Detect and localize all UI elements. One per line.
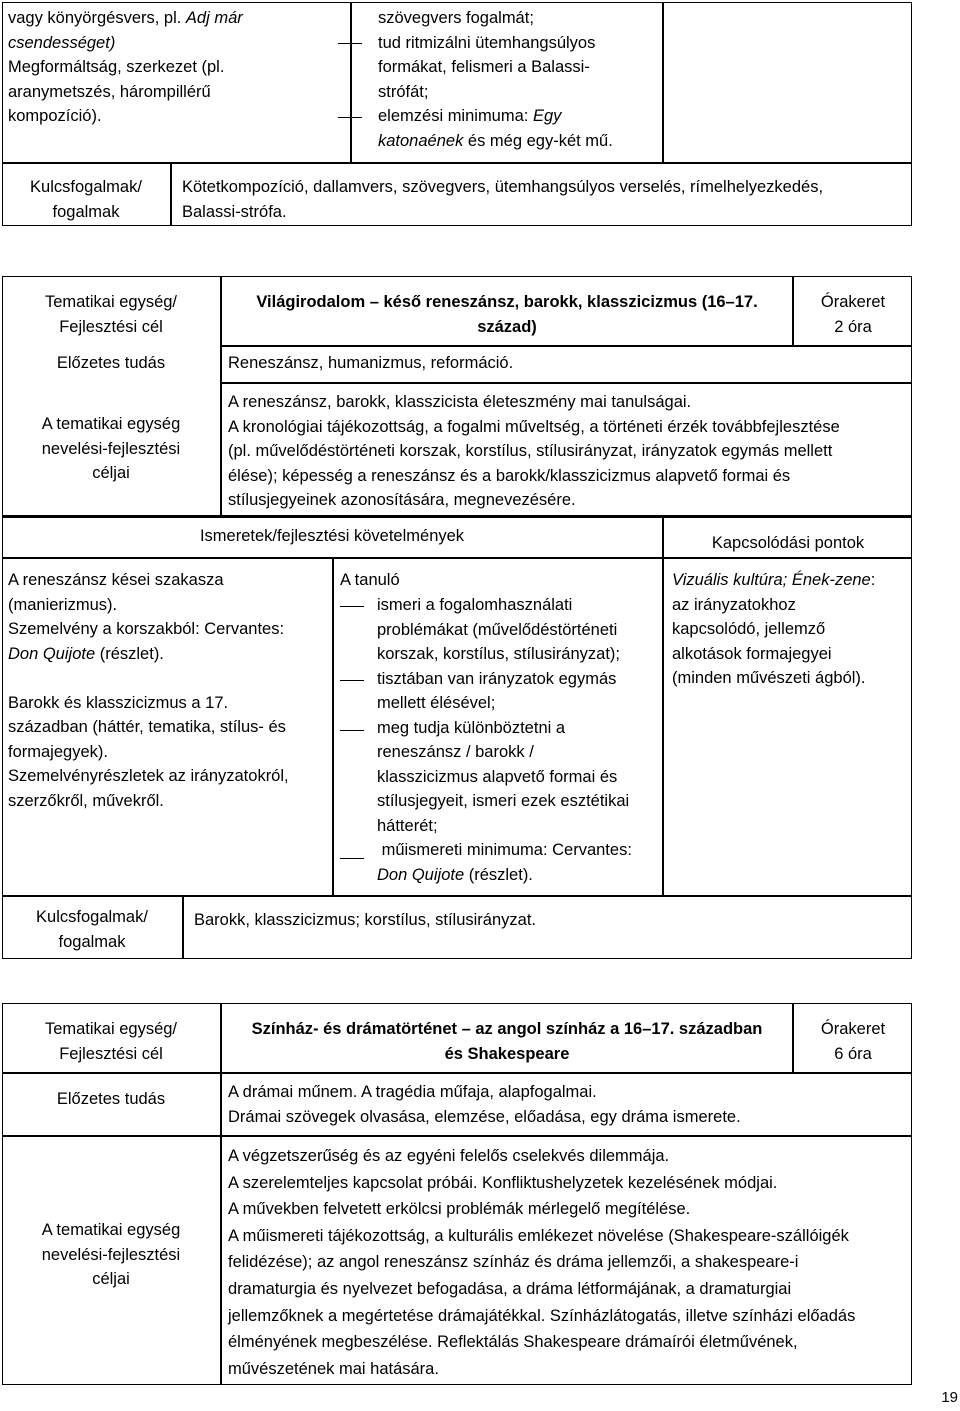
top-table-label-divider (170, 162, 172, 226)
unit-title: Világirodalom – késő reneszánsz, barokk, klasszicizmus (16–17. század) (256, 293, 758, 336)
fejlesztesi-bullets: ismeri a fogalomhasználati problémákat (művelődéstörténeti korszak, korstílus, stílusirányzat); tisztában van irányzatok egymás mellett élésével; meg tudja különböztetni a reneszánsz / barokk / klasszicizmus alapvető formai és stílusjegyeit, ismeri ezek esztétikai hátterét; műismereti minimuma: Cervantes: Don Quijote (részlet). (377, 596, 632, 884)
celjai-label: A tematikai egység nevelési-fejlesztési céljai (41, 1221, 181, 1288)
page-number: 19 (941, 1389, 958, 1406)
bullet-dash (338, 117, 362, 118)
elozetes-tudas-text: A drámai műnem. A tragédia műfaja, alapfogalmai. Drámai szövegek olvasása, elemzése, előadása, egy dráma ismerete. (228, 1083, 741, 1126)
celjai-text: A végzetszerűség és az egyéni felelős cselekvés dilemmája. A szerelemteljes kapcsolat próbái. Konfliktushelyzetek kezelésének módjai. A művekben felvetett erkölcsi problémák mérlegelő megítélése. A műismereti tájékozottság, a kulturális emlékezet növelése (Shakespeare-szállóigék felidézése); az angol reneszánsz színház és dráma jellemzői, a shakespeare-i dramaturgia és nyelvezet befogadása, a dráma létformájának, a dramaturgiai jellemzőknek a megértetése drámajátékkal. Színházlátogatás, illetve színházi előadás élményének megbeszélése. Reflektálás Shakespeare drámaírói életművének, művészetének mai hatására. (228, 1147, 856, 1378)
bullet-dash (340, 730, 364, 731)
kulcsfogalmak-text: Kötetkompozíció, dallamvers, szövegvers, ütemhangsúlyos verselés, rímelhelyezkedés, Balassi-strófa. (182, 178, 824, 221)
unit1-kapcs-divider (662, 516, 664, 896)
unit1-fejl-divider (332, 558, 334, 896)
bullet-dash (340, 858, 364, 859)
bullet-dash (338, 43, 362, 44)
unit1-kulcs-divider (182, 895, 184, 959)
kulcsfogalmak-label: Kulcsfogalmak/ fogalmak (30, 178, 142, 221)
unit1-row-line (220, 345, 912, 347)
bullet-dash (340, 680, 364, 681)
unit1-row-line (220, 382, 912, 384)
elozetes-tudas-label: Előzetes tudás (56, 1090, 166, 1108)
kapcsolodasi-pontok-text: Vizuális kultúra; Ének-zene: az irányzatokhoz kapcsolódó, jellemző alkotások formajegyei (minden művészeti ágból). (672, 571, 876, 687)
tematikai-egyseg-label: Tematikai egység/ Fejlesztési cél (44, 293, 178, 336)
ismeretek-text: A reneszánsz kései szakasza (manierizmus). Szemelvény a korszakból: Cervantes: Don Quijote (részlet). Barokk és klasszicizmus a 17. században (háttér, tematika, stílus- és formajegyek). Szemelvényrészletek az irányzatokról, szerzőkről, művekről. (8, 571, 289, 810)
elozetes-tudas-label: Előzetes tudás (56, 354, 166, 372)
kulcsfogalmak-text: Barokk, klasszicizmus; korstílus, stílusirányzat. (194, 911, 537, 929)
unit-title: Színház- és drámatörténet – az angol színház a 16–17. században és Shakespeare (251, 1020, 763, 1063)
unit2-row-line (2, 1072, 912, 1074)
unit1-row-line (2, 895, 912, 897)
top-table-divider (350, 2, 352, 163)
top-table-row-line (2, 162, 912, 164)
kapcsolodasi-pontok-header: Kapcsolódási pontok (711, 534, 865, 552)
orakeret: Órakeret 6 óra (820, 1020, 886, 1063)
tematikai-egyseg-label: Tematikai egység/ Fejlesztési cél (44, 1020, 178, 1063)
celjai-label: A tematikai egység nevelési-fejlesztési céljai (41, 415, 181, 482)
orakeret: Órakeret 2 óra (820, 293, 886, 336)
celjai-text: A reneszánsz, barokk, klasszicista életeszmény mai tanulságai. A kronológiai tájékozottság, a fogalmi műveltség, a történeti érzék továbbfejlesztése (pl. művelődéstörténeti korszak, korstílus, stílusirányzat, irányzatok egymás mellett élése); képesség a reneszánsz és a barokk/klasszicizmus alapvető formai és stílusjegyeinek azonosítására, megnevezésére. (228, 393, 840, 509)
unit2-row-line (2, 1135, 912, 1137)
ismeretek-header: Ismeretek/fejlesztési követelmények (199, 527, 465, 545)
kulcsfogalmak-label: Kulcsfogalmak/ fogalmak (36, 908, 148, 951)
unit1-row-line (2, 557, 912, 559)
top-left-cell: vagy könyörgésvers, pl. Adj már csendességet) Megformáltság, szerkezet (pl. aranymetszés, hárompillérű kompozíció). (8, 9, 243, 125)
top-table-divider-2 (662, 2, 664, 163)
elozetes-tudas-text: Reneszánsz, humanizmus, reformáció. (228, 354, 514, 372)
unit1-row-line (2, 515, 912, 518)
fejlesztesi-kovetelmenyek: A tanuló (340, 571, 400, 589)
bullet-dash (340, 606, 364, 607)
top-mid-cell: szövegvers fogalmát; tud ritmizálni ütemhangsúlyos formákat, felismeri a Balassi- strófát; elemzési minimuma: Egy katonaének és még egy-két mű. (378, 9, 613, 150)
